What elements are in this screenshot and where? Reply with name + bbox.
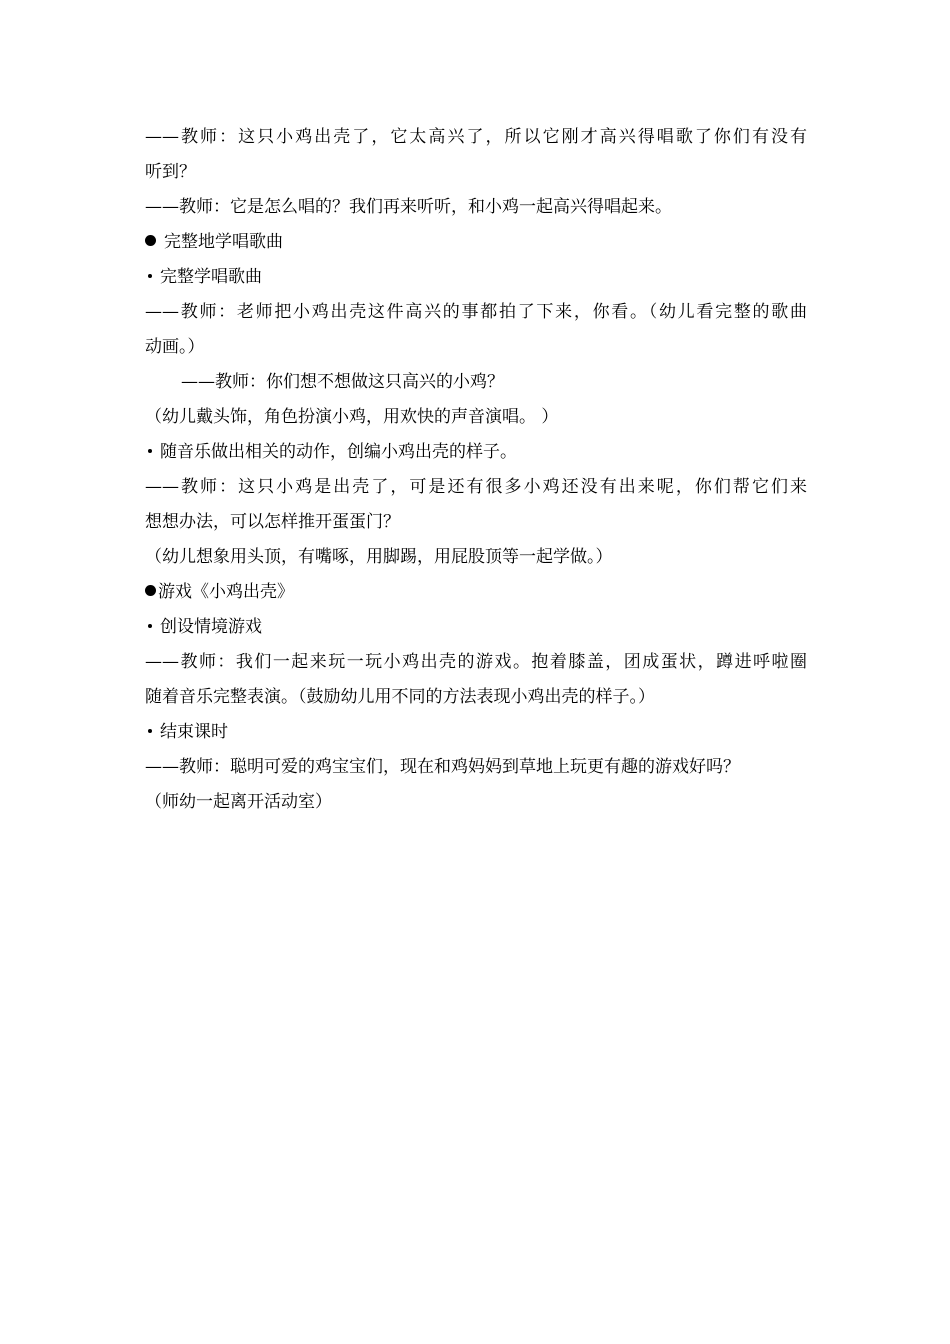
subsection-item [145,715,810,750]
item-text: 结束课时 [160,722,228,742]
paragraph-line [145,295,807,330]
line-text: ——教师：老师把小鸡出壳这件高兴的事都拍了下来，你看。（幼儿看完整的歌曲 [145,302,807,322]
line-text: （幼儿想象用头顶，有嘴啄，用脚踢，用屁股顶等一起学做。） [145,547,613,567]
paragraph-line [145,785,810,820]
document-body [145,120,810,820]
line-text: 随着音乐完整表演。（鼓励幼儿用不同的方法表现小鸡出壳的样子。） [145,687,655,707]
item-text: 创设情境游戏 [160,617,262,637]
line-text: 动画。） [145,337,205,357]
heading-text: 完整地学唱歌曲 [164,232,283,252]
subsection-item [145,435,810,470]
item-text: 随音乐做出相关的动作，创编小鸡出壳的样子。 [160,442,517,462]
line-text: ——教师：聪明可爱的鸡宝宝们，现在和鸡妈妈到草地上玩更有趣的游戏好吗？ [145,757,740,777]
bullet-dot-icon [145,585,156,596]
item-text: 完整学唱歌曲 [160,267,262,287]
paragraph-line [145,680,810,715]
paragraph-line [145,505,810,540]
paragraph-line [145,400,810,435]
line-text: （幼儿戴头饰，角色扮演小鸡，用欢快的声音演唱。 ） [145,407,559,427]
paragraph-line [145,190,810,225]
line-text: （师幼一起离开活动室） [145,792,332,812]
bullet-dot-icon [145,235,156,246]
middle-dot-icon [148,449,152,453]
paragraph-line [145,365,810,400]
line-text: ——教师：你们想不想做这只高兴的小鸡？ [181,372,504,392]
line-text: ——教师：这只小鸡出壳了，它太高兴了，所以它刚才高兴得唱歌了你们有没有 [145,127,807,147]
middle-dot-icon [148,624,152,628]
line-text: 听到？ [145,162,196,182]
middle-dot-icon [148,274,152,278]
line-text: ——教师：这只小鸡是出壳了，可是还有很多小鸡还没有出来呢，你们帮它们来 [145,477,807,497]
paragraph-line [145,750,810,785]
paragraph-line [145,155,810,190]
middle-dot-icon [148,729,152,733]
paragraph-line [145,330,810,365]
paragraph-line [145,540,810,575]
subsection-item [145,260,810,295]
paragraph-line [145,470,807,505]
section-heading [145,225,810,260]
paragraph-line [145,120,807,155]
line-text: ——教师：我们一起来玩一玩小鸡出壳的游戏。抱着膝盖，团成蛋状，蹲进呼啦圈 [145,652,807,672]
section-heading [145,575,810,610]
line-text: 想想办法，可以怎样推开蛋蛋门？ [145,512,400,532]
heading-text: 游戏《小鸡出壳》 [158,582,294,602]
subsection-item [145,610,810,645]
line-text: ——教师：它是怎么唱的？我们再来听听，和小鸡一起高兴得唱起来。 [145,197,672,217]
paragraph-line [145,645,807,680]
